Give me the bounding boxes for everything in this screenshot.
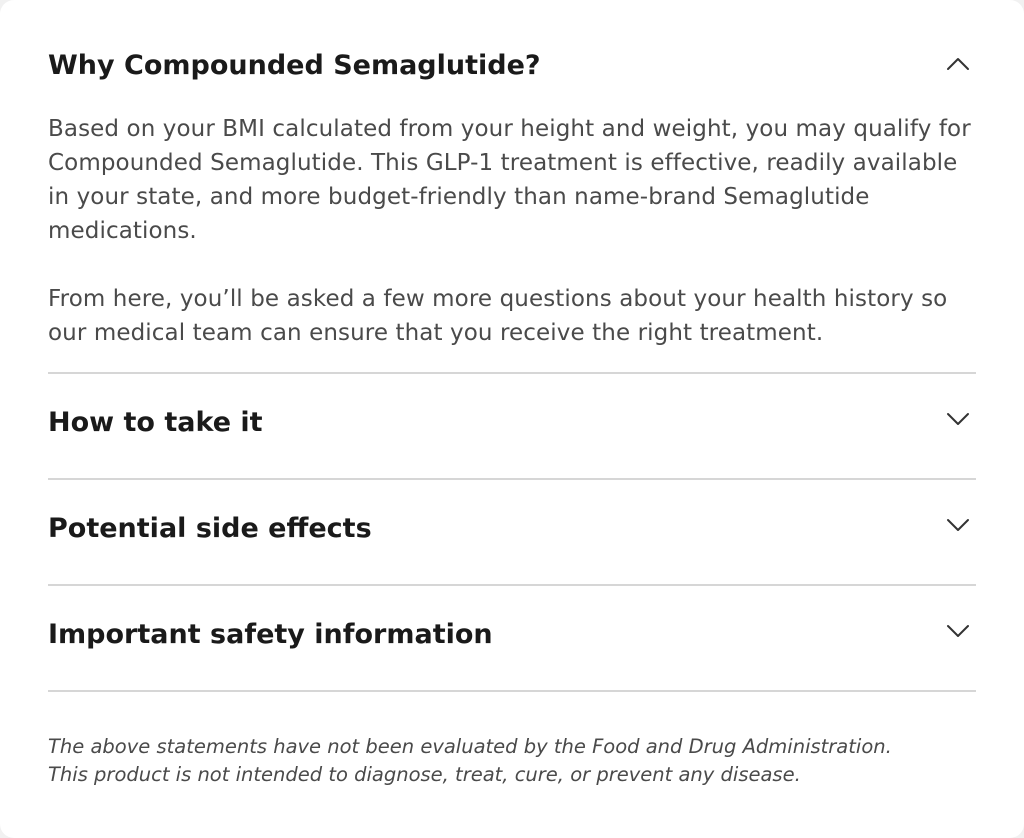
- accordion-header-why[interactable]: [48, 0, 976, 104]
- accordion-header-how-to-take[interactable]: [48, 374, 976, 478]
- accordion-section-why: [48, 0, 976, 374]
- disclaimer-line: This product is not intended to diagnose, treat, cure, or prevent any disease.: [48, 763, 801, 786]
- accordion-section-how-to-take: [48, 374, 976, 480]
- section-title: How to take it: [48, 407, 263, 438]
- chevron-down-icon[interactable]: [946, 619, 970, 643]
- section-title: Why Compounded Semaglutide?: [48, 50, 541, 81]
- fda-disclaimer: [48, 733, 988, 789]
- section-title: Potential side effects: [48, 513, 372, 544]
- chevron-up-icon[interactable]: [946, 52, 970, 76]
- accordion: [48, 0, 976, 692]
- disclaimer-line: The above statements have not been evaluated by the Food and Drug Administration.: [48, 735, 892, 758]
- accordion-section-safety: [48, 586, 976, 692]
- accordion-section-side-effects: [48, 480, 976, 586]
- accordion-header-safety[interactable]: [48, 586, 976, 690]
- accordion-header-side-effects[interactable]: [48, 480, 976, 584]
- panel-paragraph: From here, you’ll be asked a few more questions about your health history so our medical team can ensure that you receive the right treatment.: [48, 286, 948, 346]
- chevron-down-icon[interactable]: [946, 407, 970, 431]
- accordion-panel-why: [48, 104, 976, 372]
- panel-paragraph: Based on your BMI calculated from your height and weight, you may qualify for Compounded Semaglutide. This GLP-1 treatment is effective, readily available in your state, and more budget-friendly than name-brand Semaglutide medications.: [48, 116, 971, 244]
- chevron-down-icon[interactable]: [946, 513, 970, 537]
- section-title: Important safety information: [48, 619, 493, 650]
